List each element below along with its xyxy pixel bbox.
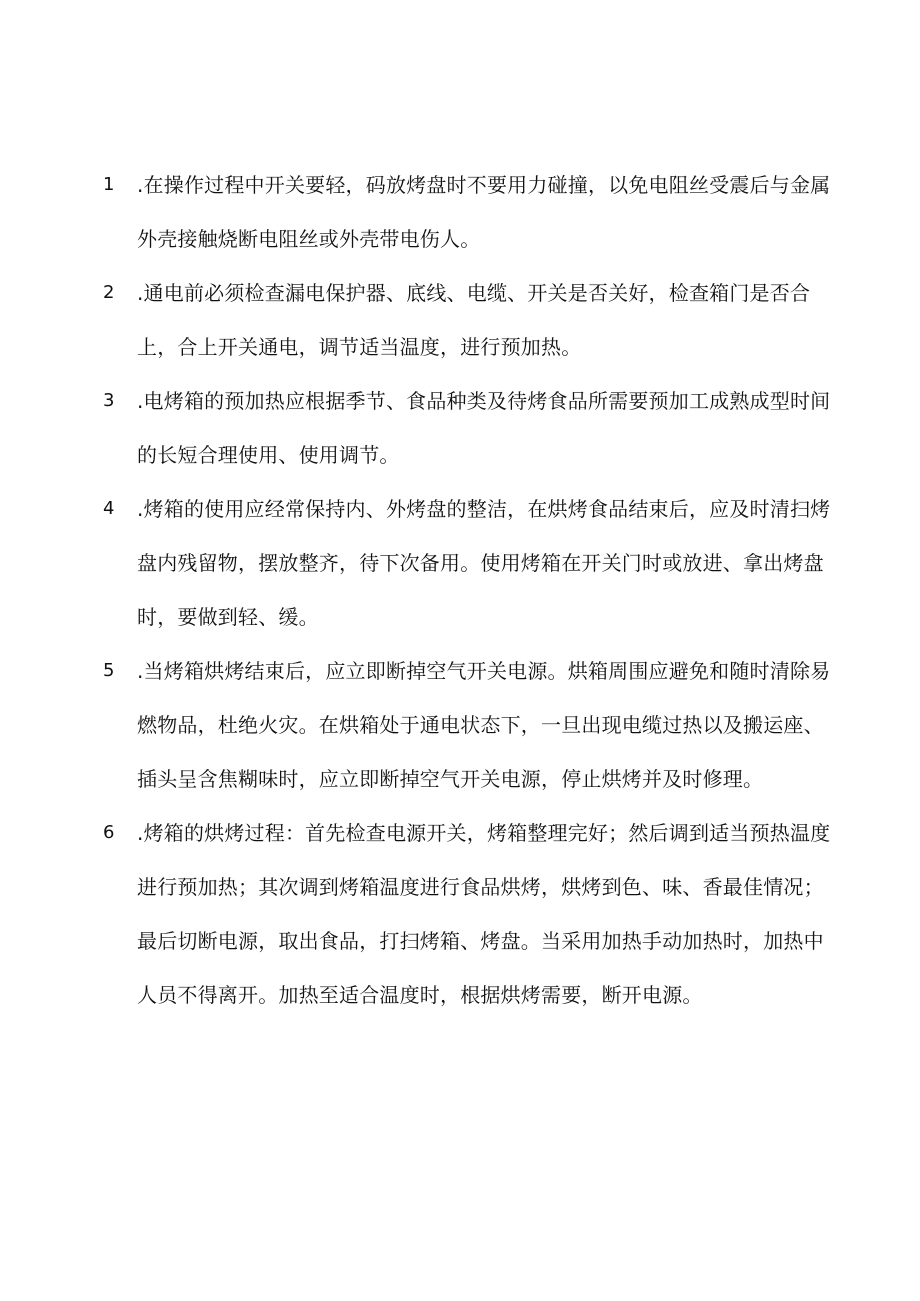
item-number: 3 xyxy=(103,390,115,411)
instruction-list xyxy=(100,158,835,1022)
item-text: .烤箱的使用应经常保持内、外烤盘的整洁，在烘烤食品结束后，应及时清扫烤盘内残留物，摆放整齐，待下次备用。使用烤箱在开关门时或放进、拿出烤盘时，要做到轻、缓。 xyxy=(137,497,831,629)
list-item-4 xyxy=(100,482,835,644)
item-number: 1 xyxy=(103,174,115,195)
list-item-5 xyxy=(100,644,835,806)
item-number: 5 xyxy=(103,660,115,681)
item-text: .电烤箱的预加热应根据季节、食品种类及待烤食品所需要预加工成熟成型时间的长短合理使用、使用调节。 xyxy=(137,389,831,467)
list-item-6 xyxy=(100,806,835,1022)
item-text: .当烤箱烘烤结束后，应立即断掉空气开关电源。烘箱周围应避免和随时清除易燃物品，杜绝火灾。在烘箱处于通电状态下，一旦出现电缆过热以及搬运座、插头呈含焦糊味时，应立即断掉空气开关电源，停止烘烤并及时修理。 xyxy=(137,659,831,791)
item-number: 4 xyxy=(103,498,115,519)
item-text: .通电前必须检查漏电保护器、底线、电缆、开关是否关好，检查箱门是否合上，合上开关通电，调节适当温度，进行预加热。 xyxy=(137,281,811,359)
item-number: 6 xyxy=(103,822,115,843)
list-item-3 xyxy=(100,374,835,482)
item-number: 2 xyxy=(103,282,115,303)
list-item-2 xyxy=(100,266,835,374)
item-text: .烤箱的烘烤过程：首先检查电源开关，烤箱整理完好；然后调到适当预热温度进行预加热；其次调到烤箱温度进行食品烘烤，烘烤到色、味、香最佳情况；最后切断电源，取出食品，打扫烤箱、烤盘。当采用加热手动加热时，加热中人员不得离开。加热至适合温度时，根据烘烤需要，断开电源。 xyxy=(137,821,831,1007)
item-text: .在操作过程中开关要轻，码放烤盘时不要用力碰撞，以免电阻丝受震后与金属外壳接触烧断电阻丝或外壳带电伤人。 xyxy=(137,173,831,251)
list-item-1 xyxy=(100,158,835,266)
